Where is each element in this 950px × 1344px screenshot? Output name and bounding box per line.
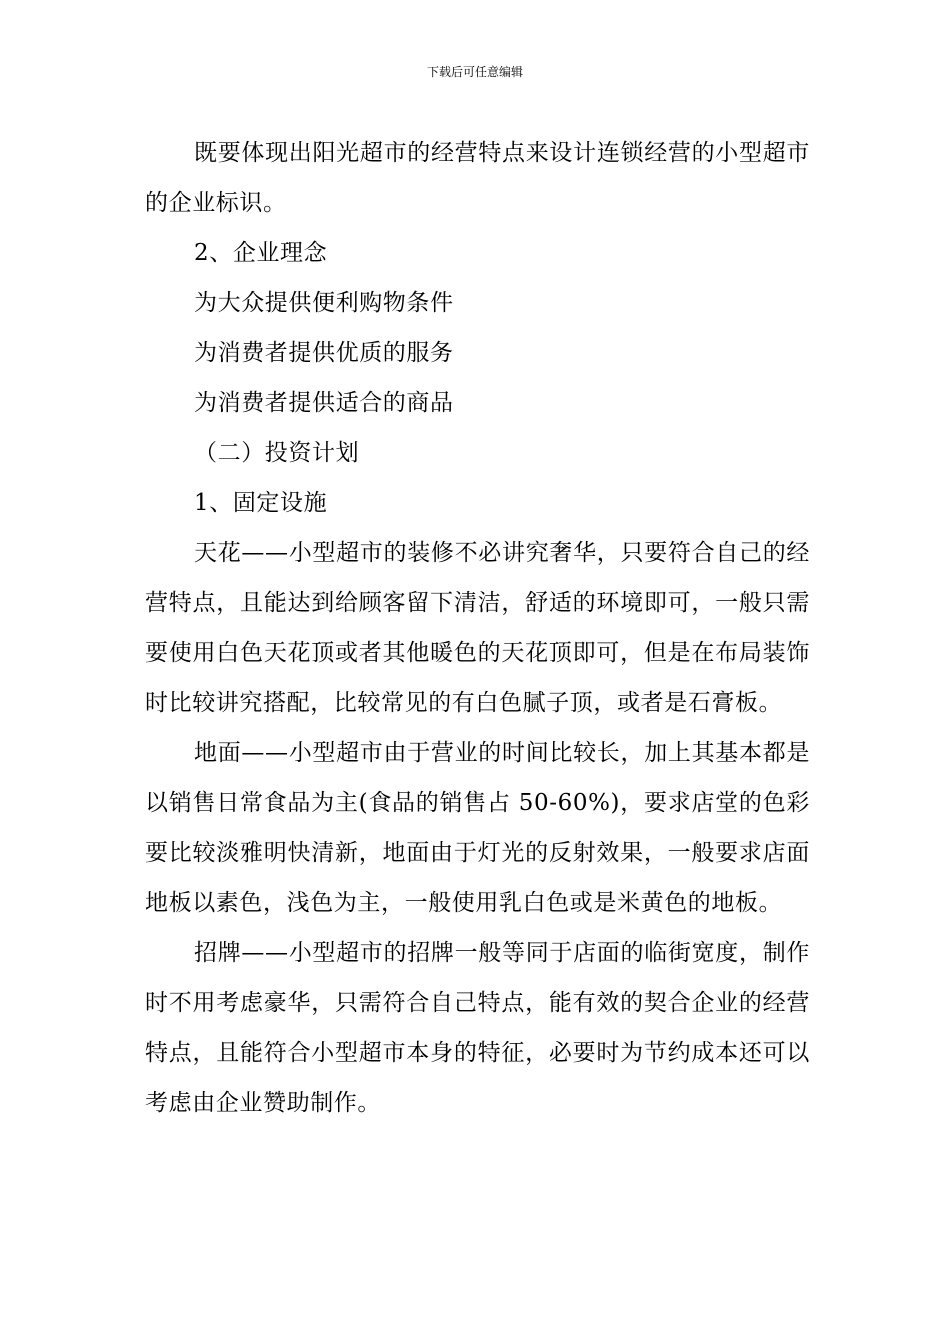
paragraph-logo-design: 既要体现出阳光超市的经营特点来设计连锁经营的小型超市的企业标识。 bbox=[145, 140, 810, 216]
philosophy-item-goods: 为消费者提供适合的商品 bbox=[194, 390, 454, 416]
paragraph-signboard: 招牌——小型超市的招牌一般等同于店面的临街宽度，制作时不用考虑豪华，只需符合自己特点，能有效的契合企业的经营特点，且能符合小型超市本身的特征，必要时为节约成本还可以考虑由企业赞助制作。 bbox=[145, 940, 810, 1116]
heading-fixed-facilities: 1、固定设施 bbox=[194, 490, 328, 516]
paragraph-ceiling: 天花——小型超市的装修不必讲究奢华，只要符合自己的经营特点，且能达到给顾客留下清洁，舒适的环境即可，一般只需要使用白色天花顶或者其他暖色的天花顶即可，但是在布局装饰时比较讲究搭配，比较常见的有白色腻子顶，或者是石膏板。 bbox=[145, 540, 810, 716]
paragraph-floor: 地面——小型超市由于营业的时间比较长，加上其基本都是以销售日常食品为主(食品的销售占 50-60%)，要求店堂的色彩要比较淡雅明快清新，地面由于灯光的反射效果，一般要求店面地板以素色，浅色为主，一般使用乳白色或是米黄色的地板。 bbox=[145, 740, 810, 916]
heading-investment-plan: （二）投资计划 bbox=[194, 440, 360, 466]
document-body bbox=[145, 128, 810, 1128]
philosophy-item-service: 为消费者提供优质的服务 bbox=[194, 340, 454, 366]
philosophy-item-convenience: 为大众提供便利购物条件 bbox=[194, 290, 454, 316]
page-header: 下载后可任意编辑 bbox=[426, 65, 523, 79]
heading-enterprise-philosophy: 2、企业理念 bbox=[194, 240, 328, 266]
